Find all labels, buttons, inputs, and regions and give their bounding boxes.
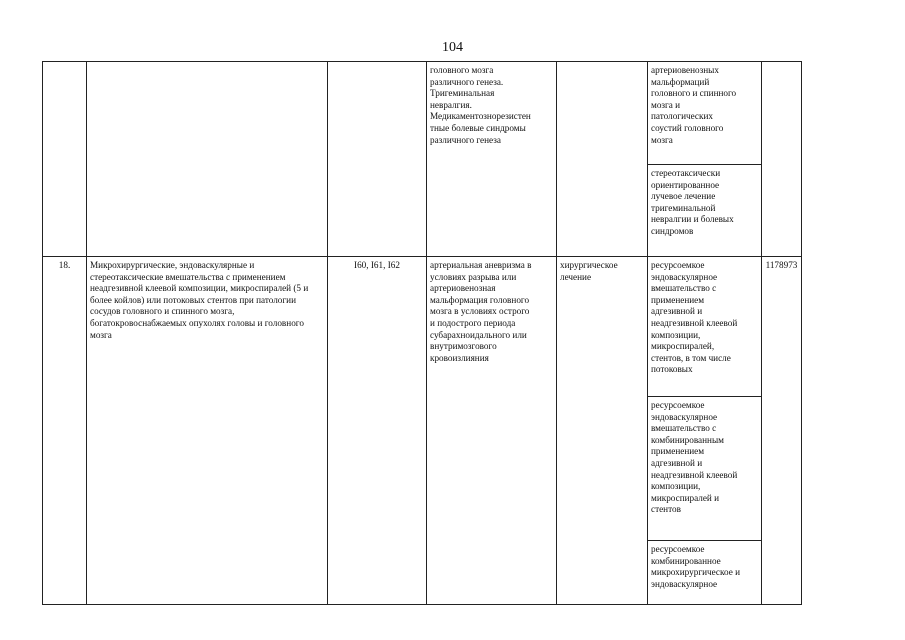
diagnosis-text: головного мозга различного генеза. Тригеминальная невралгия. Медикаментознорезистен тные болевые синдромы различного генеза <box>430 65 531 145</box>
method-text: артериовенозных мальформаций головного и спинного мозга и патологических соустий головного мозга <box>651 65 737 145</box>
icd-codes: I60, I61, I62 <box>354 260 400 270</box>
row-number: 18. <box>58 260 71 270</box>
method-cell <box>648 257 762 397</box>
price-cell <box>762 62 802 257</box>
method-cell <box>648 62 762 165</box>
diagnosis-cell <box>427 257 557 605</box>
treatment-text: хирургическое лечение <box>560 260 618 282</box>
method-cell <box>648 541 762 605</box>
method-text: стереотаксически ориентированное лучевое лечение тригеминальной невралгии и болевых синдромов <box>651 168 734 236</box>
row-number-cell <box>43 257 87 605</box>
method-text: ресурсоемкое комбинированное микрохирургическое и эндоваскулярное <box>651 544 741 589</box>
icd-code-cell <box>328 62 427 257</box>
service-name-text: Микрохирургические, эндоваскулярные и стереотаксические вмешательства с применением неадгезивной клеевой композиции, микроспиралей (5 и более койлов) или потоковых стентов при патологии сосудов головного и спинного мозга, богатокровоснабжаемых опухолях головы и головного мозга <box>90 260 309 340</box>
method-cell <box>648 165 762 257</box>
diagnosis-text: артериальная аневризма в условиях разрыва или артериовенозная мальформация головного мозга в условиях острого и подострого периода субарахноидального или внутримозгового кровоизлияния <box>430 260 532 363</box>
table-row <box>43 62 802 165</box>
row-number-cell <box>43 62 87 257</box>
method-text: ресурсоемкое эндоваскулярное вмешательство с комбинированным применением адгезивной и неадгезивной клеевой композиции, микроспиралей и стентов <box>651 400 738 515</box>
service-name-cell <box>87 257 328 605</box>
medical-services-table <box>42 61 802 605</box>
treatment-cell <box>557 62 648 257</box>
icd-code-cell <box>328 257 427 605</box>
price-value: 1178973 <box>765 260 798 270</box>
price-cell <box>762 257 802 605</box>
page-number: 104 <box>442 40 463 55</box>
service-name-cell <box>87 62 328 257</box>
table-row <box>43 257 802 397</box>
method-cell <box>648 397 762 541</box>
method-text: ресурсоемкое эндоваскулярное вмешательство с применением адгезивной и неадгезивной клеевой композиции, микроспиралей, стентов, в том числе потоковых <box>651 260 738 375</box>
treatment-cell <box>557 257 648 605</box>
diagnosis-cell <box>427 62 557 257</box>
